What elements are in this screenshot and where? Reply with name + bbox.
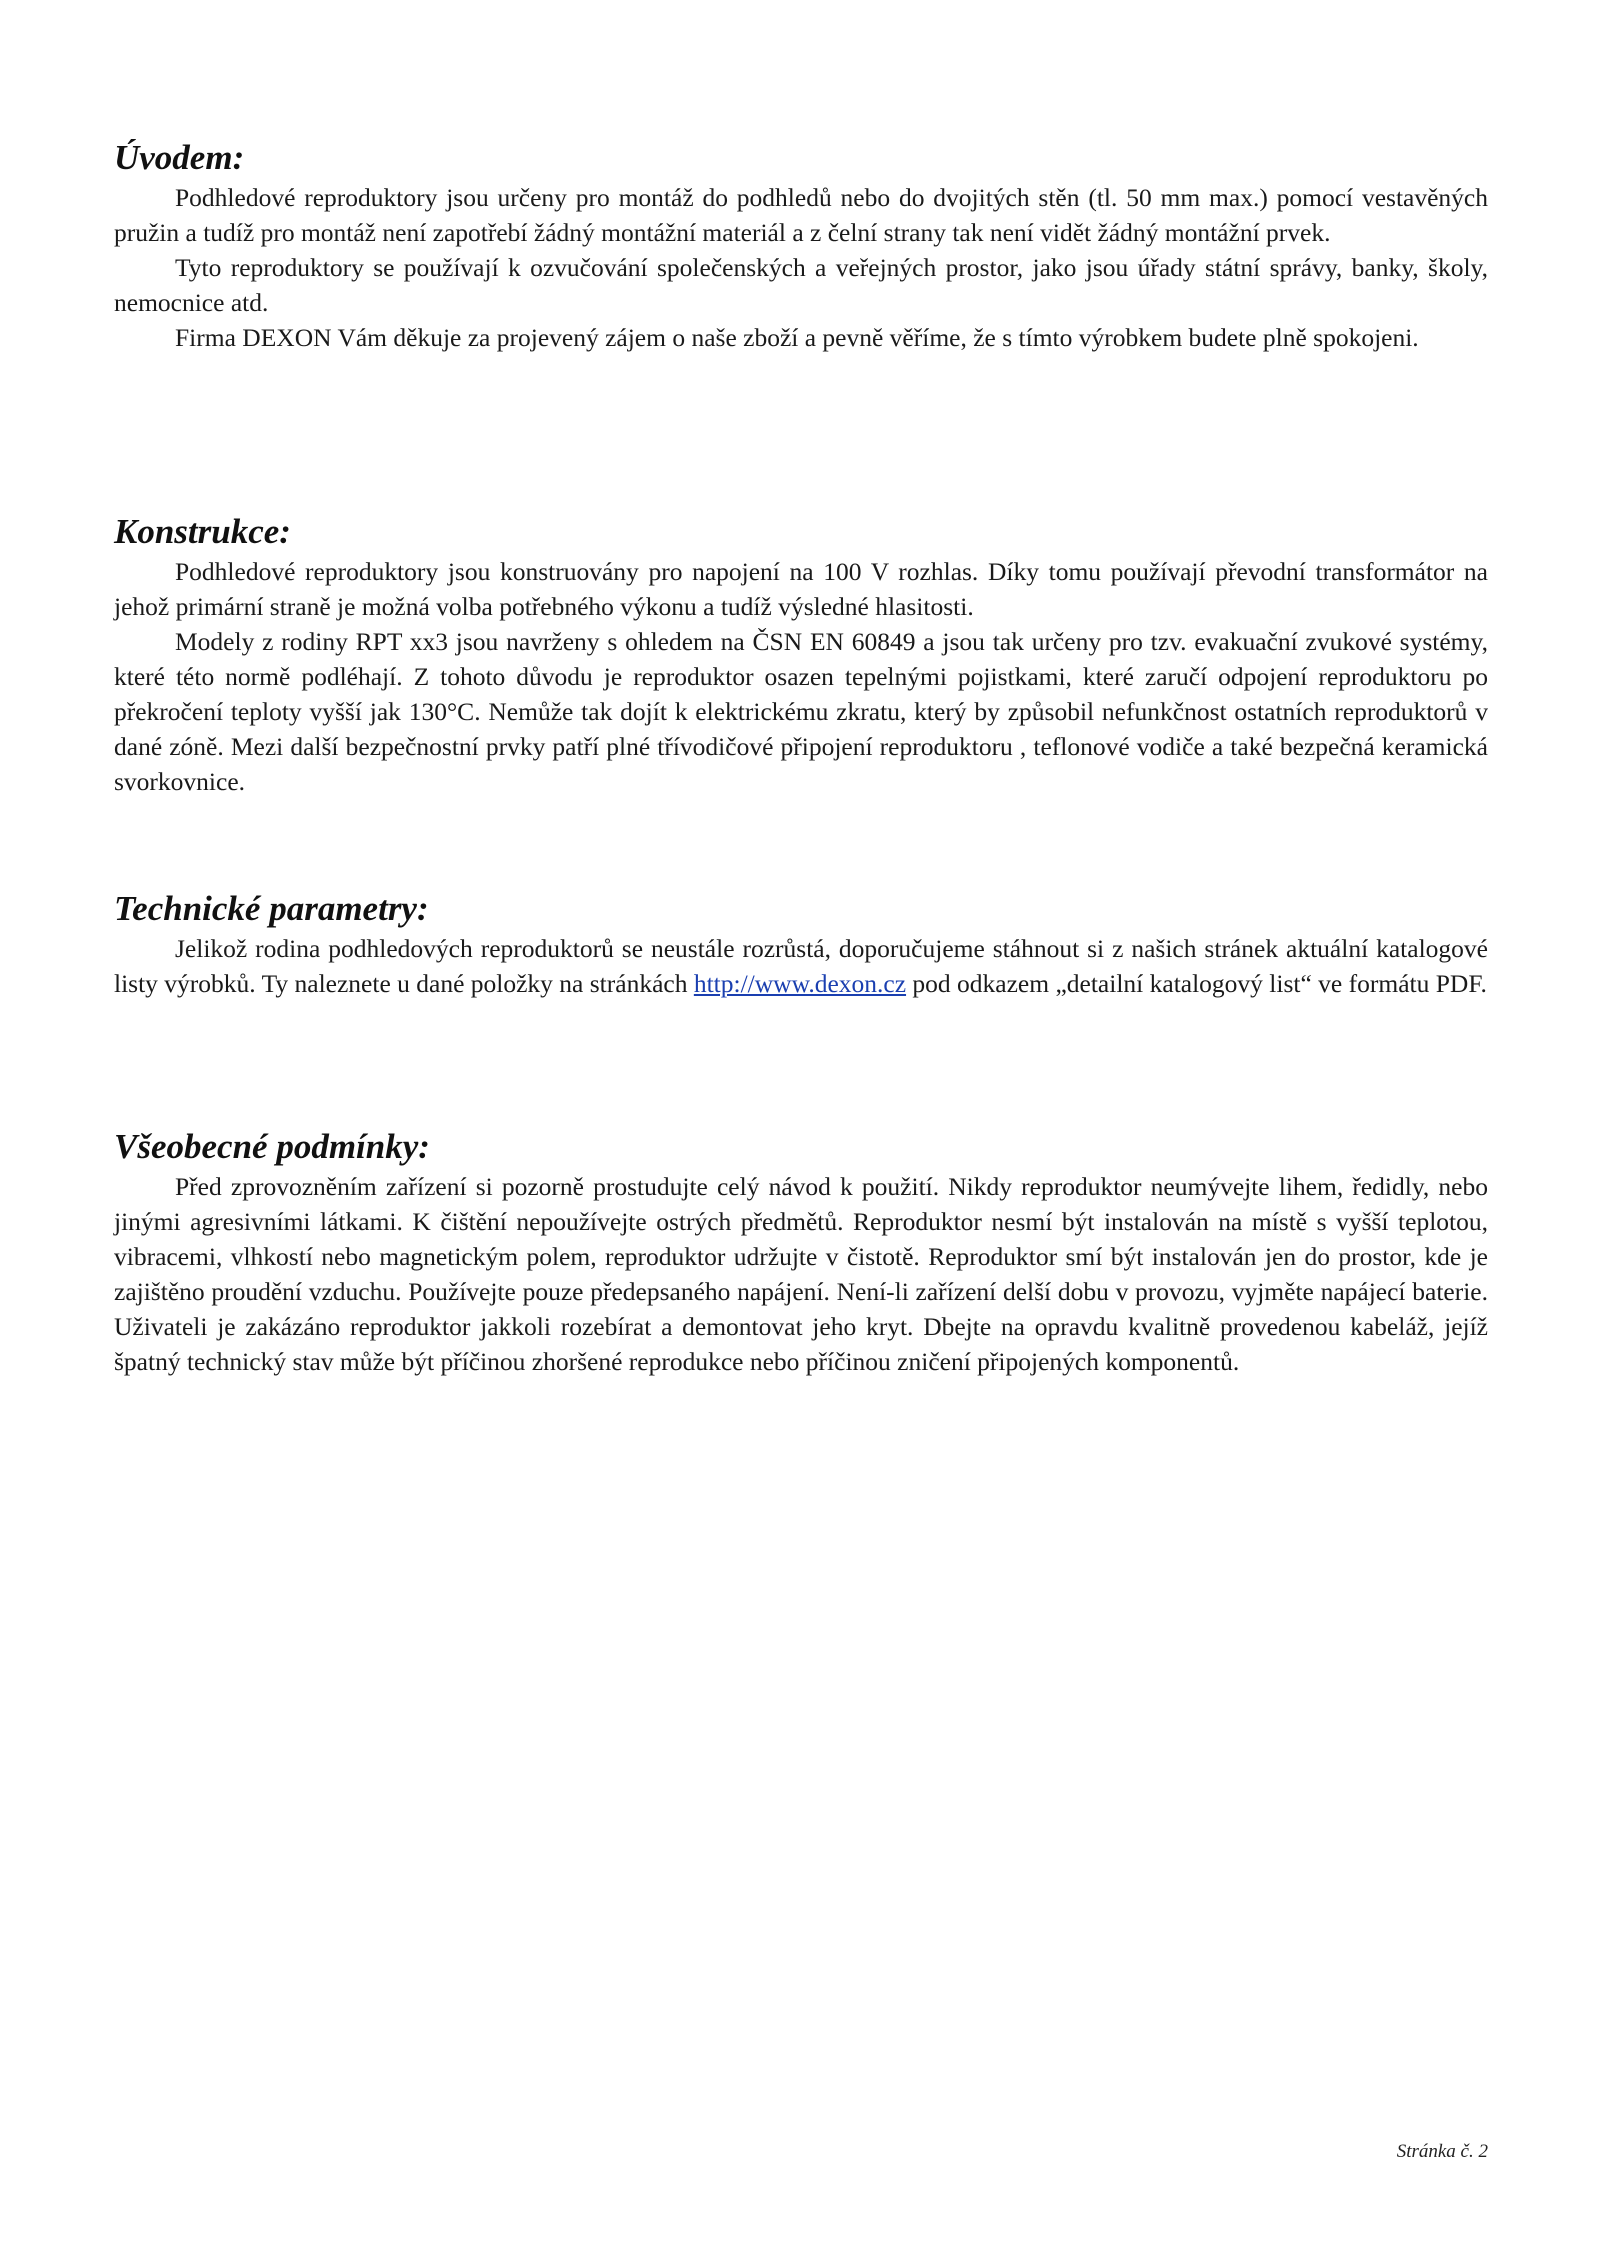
- paragraph: Firma DEXON Vám děkuje za projevený zájem o naše zboží a pevně věříme, že s tímto výrobkem budete plně spokojeni.: [175, 323, 1419, 352]
- page-number: Stránka č. 2: [1396, 2141, 1488, 2162]
- paragraph: Podhledové reproduktory jsou konstruovány pro napojení na 100 V rozhlas. Díky tomu používají převodní transformátor na jehož primární straně je možná volba potřebného výkonu a tudíž výsledné hlasitosti.: [114, 557, 1488, 621]
- paragraph: Před zprovozněním zařízení si pozorně prostudujte celý návod k použití. Nikdy reproduktor neumývejte lihem, ředidly, nebo jinými agresivními látkami. K čištění nepoužívejte ostrých předmětů. Reproduktor nesmí být instalován na místě s vyšší teplotou, vibracemi, vlhkostí nebo magnetickým polem, reproduktor udržujte v čistotě. Reproduktor smí být instalován jen do prostor, kde je zajištěno proudění vzduchu. Používejte pouze předepsaného napájení. Není-li zařízení delší dobu v provozu, vyjměte napájecí baterie. Uživateli je zakázáno reproduktor jakkoli rozebírat a demontovat jeho kryt. Dbejte na opravdu kvalitně provedenou kabeláž, jejíž špatný technický stav může být příčinou zhoršené reprodukce nebo příčinou zničení připojených komponentů.: [114, 1172, 1488, 1376]
- section-heading-vseobecne-podminky: Všeobecné podmínky:: [114, 1127, 430, 1166]
- section-heading-konstrukce: Konstrukce:: [114, 512, 291, 551]
- section-technicke-parametry: [114, 887, 1488, 1001]
- section-vseobecne-podminky: [114, 1125, 1488, 1379]
- paragraph: Modely z rodiny RPT xx3 jsou navrženy s ohledem na ČSN EN 60849 a jsou tak určeny pro tzv. evakuační zvukové systémy, které této normě podléhají. Z tohoto důvodu je reproduktor osazen tepelnými pojistkami, které zaručí odpojení reproduktoru po překročení teploty vyšší jak 130°C. Nemůže tak dojít k elektrickému zkratu, který by způsobil nefunkčnost ostatních reproduktorů v dané zóně. Mezi další bezpečnostní prvky patří plné třívodičové připojení reproduktoru , teflonové vodiče a také bezpečná keramická svorkovnice.: [114, 627, 1488, 796]
- paragraph-text: Jelikož rodina podhledových reproduktorů se neustále rozrůstá, doporučujeme stáhnout si z našich stránek aktuální katalogové listy výrobků. Ty naleznete u dané položky na stránkách: [114, 934, 1488, 998]
- section-konstrukce: [114, 510, 1488, 799]
- paragraph-text: pod odkazem „detailní katalogový list“ ve formátu PDF.: [906, 969, 1487, 998]
- dexon-website-link[interactable]: http://www.dexon.cz: [693, 969, 907, 998]
- section-uvodem: [114, 136, 1488, 355]
- section-heading-technicke-parametry: Technické parametry:: [114, 889, 429, 928]
- paragraph: [114, 931, 1488, 1001]
- paragraph: Podhledové reproduktory jsou určeny pro montáž do podhledů nebo do dvojitých stěn (tl. 50 mm max.) pomocí vestavěných pružin a tudíž pro montáž není zapotřebí žádný montážní materiál a z čelní strany tak není vidět žádný montážní prvek.: [114, 183, 1488, 247]
- section-heading-uvodem: Úvodem:: [114, 138, 245, 177]
- paragraph: Tyto reproduktory se používají k ozvučování společenských a veřejných prostor, jako jsou úřady státní správy, banky, školy, nemocnice atd.: [114, 253, 1488, 317]
